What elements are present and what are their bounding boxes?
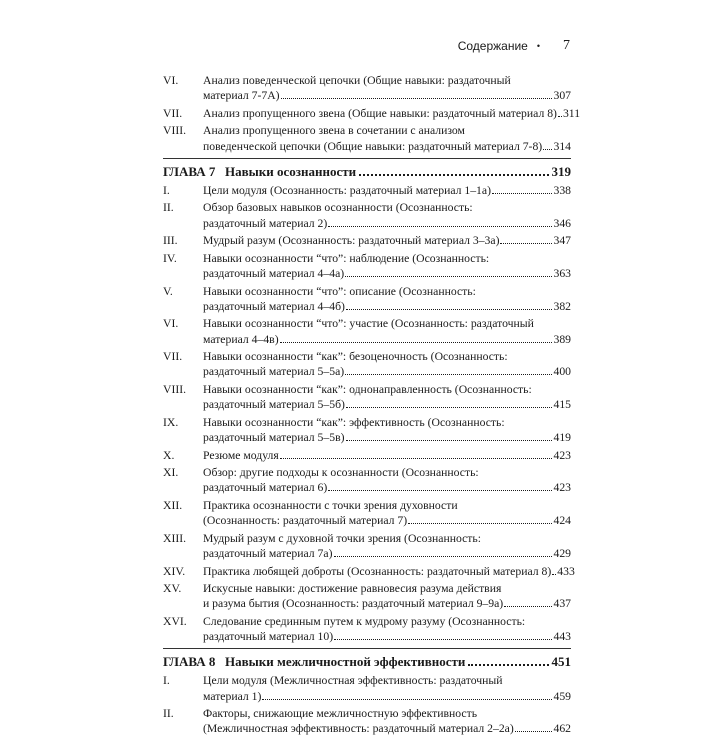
entry-number: VIII. bbox=[163, 124, 187, 138]
chapter-page: 451 bbox=[551, 654, 571, 670]
entry-number: IV. bbox=[163, 251, 177, 265]
entry-title-line: Практика любящей доброты (Осознанность: раздаточный материал 8) bbox=[203, 564, 552, 578]
entry-last-line bbox=[203, 139, 571, 154]
entry-page: 307 bbox=[553, 89, 571, 103]
dot-leader bbox=[345, 276, 552, 277]
entry-body bbox=[203, 183, 571, 198]
chapter-label: ГЛАВА 7 bbox=[163, 163, 216, 179]
toc-entry bbox=[163, 349, 571, 379]
running-head-title: Содержание bbox=[457, 39, 528, 53]
entry-page: 429 bbox=[553, 546, 571, 560]
toc-entry bbox=[163, 123, 571, 153]
entry-number: I. bbox=[163, 183, 170, 197]
entry-body bbox=[203, 448, 571, 463]
entry-title-line: раздаточный материал 5–5б) bbox=[203, 398, 345, 412]
entry-last-line bbox=[203, 233, 571, 248]
entry-last-line bbox=[203, 397, 571, 412]
entry-title-line: Мудрый разум (Осознанность: раздаточный материал 3–3а) bbox=[203, 234, 500, 248]
toc-entry bbox=[163, 673, 571, 703]
entry-body bbox=[203, 673, 571, 703]
entry-title-line: Цели модуля (Осознанность: раздаточный материал 1–1а) bbox=[203, 183, 491, 197]
dot-leader bbox=[346, 407, 553, 408]
dot-leader bbox=[500, 243, 552, 244]
entry-last-line bbox=[203, 721, 571, 736]
entry-body bbox=[203, 465, 571, 495]
entry-number: XIII. bbox=[163, 531, 187, 545]
dot-leader bbox=[334, 639, 552, 640]
entry-title-line: Цели модуля (Межличностная эффективность: раздаточный bbox=[203, 674, 503, 688]
entry-title-line: раздаточный материал 5–5а) bbox=[203, 365, 345, 379]
entry-last-line bbox=[203, 216, 571, 231]
chapter-heading bbox=[163, 648, 571, 670]
entry-last-line bbox=[203, 332, 571, 347]
entry-page: 347 bbox=[553, 234, 571, 248]
entry-title-line: и разума бытия (Осознанность: раздаточный материал 9–9а) bbox=[203, 597, 504, 611]
entry-title-line: материал 1) bbox=[203, 689, 262, 703]
dot-leader bbox=[558, 116, 562, 117]
toc-entry bbox=[163, 448, 571, 463]
entry-body bbox=[203, 123, 571, 153]
entry-last-line bbox=[203, 629, 571, 644]
toc-entry bbox=[163, 316, 571, 346]
entry-page: 382 bbox=[553, 299, 571, 313]
entry-page: 433 bbox=[557, 564, 575, 578]
entry-page: 314 bbox=[553, 139, 571, 153]
entry-body bbox=[203, 316, 571, 346]
entry-body bbox=[203, 251, 571, 281]
table-of-contents bbox=[163, 73, 581, 739]
entry-title-line: Анализ пропущенного звена (Общие навыки: раздаточный материал 8) bbox=[203, 106, 557, 120]
toc-entry bbox=[163, 284, 571, 314]
entry-title-line: раздаточный материал 4–4а) bbox=[203, 266, 345, 280]
entry-page: 311 bbox=[562, 106, 581, 120]
entry-title-line: материал 4–4в) bbox=[203, 332, 279, 346]
entry-number: XV. bbox=[163, 582, 182, 596]
entry-last-line bbox=[203, 564, 575, 579]
entry-page: 415 bbox=[553, 398, 571, 412]
toc-entry bbox=[163, 183, 571, 198]
entry-title-line: Навыки осознанности “что”: описание (Осознанность: bbox=[203, 284, 476, 298]
entry-title-line: Обзор: другие подходы к осознанности (Осознанность: bbox=[203, 466, 479, 480]
entry-body bbox=[203, 531, 571, 561]
chapter-title: Навыки осознанности bbox=[225, 163, 357, 179]
dot-leader bbox=[328, 490, 552, 491]
entry-body bbox=[203, 106, 580, 121]
dot-leader bbox=[281, 98, 553, 99]
entry-number: IX. bbox=[163, 415, 179, 429]
entry-body bbox=[203, 564, 575, 579]
dot-leader bbox=[552, 574, 556, 575]
entry-page: 338 bbox=[553, 183, 571, 197]
dot-leader bbox=[280, 342, 553, 343]
page-number: 7 bbox=[563, 38, 570, 53]
chapter-title: Навыки межличностной эффективности bbox=[225, 654, 466, 670]
entry-title-line: Анализ пропущенного звена в сочетании с анализом bbox=[203, 124, 465, 138]
entry-last-line bbox=[203, 596, 571, 611]
toc-entry bbox=[163, 73, 571, 103]
dot-leader bbox=[359, 174, 548, 176]
entry-number: II. bbox=[163, 201, 174, 215]
entry-number: V. bbox=[163, 284, 173, 298]
entry-body bbox=[203, 706, 571, 736]
entry-page: 423 bbox=[553, 481, 571, 495]
entry-last-line bbox=[203, 448, 571, 463]
entry-body bbox=[203, 415, 571, 445]
dot-leader bbox=[543, 149, 552, 150]
dot-leader bbox=[346, 440, 553, 441]
dot-leader bbox=[328, 226, 552, 227]
entry-body bbox=[203, 614, 571, 644]
entry-body bbox=[203, 581, 571, 611]
entry-number: XII. bbox=[163, 498, 183, 512]
entry-last-line bbox=[203, 364, 571, 379]
entry-title-line: Навыки осознанности “как”: однонаправленность (Осознанность: bbox=[203, 382, 532, 396]
toc-entry bbox=[163, 614, 571, 644]
entry-title-line: Практика осознанности с точки зрения духовности bbox=[203, 498, 458, 512]
entry-title-line: Навыки осознанности “как”: эффективность (Осознанность: bbox=[203, 415, 505, 429]
entry-title-line: раздаточный материал 2) bbox=[203, 216, 328, 230]
entry-title-line: раздаточный материал 5–5в) bbox=[203, 430, 345, 444]
entry-title-line: (Межличностная эффективность: раздаточный материал 2–2а) bbox=[203, 722, 514, 736]
entry-page: 400 bbox=[553, 365, 571, 379]
entry-title-line: Анализ поведенческой цепочки (Общие навыки: раздаточный bbox=[203, 74, 511, 87]
toc-entry bbox=[163, 706, 571, 736]
dot-leader bbox=[408, 523, 552, 524]
running-head-bullet: • bbox=[536, 41, 540, 51]
entry-last-line bbox=[203, 299, 571, 314]
entry-body bbox=[203, 349, 571, 379]
chapter-heading bbox=[163, 158, 571, 180]
entry-number: VII. bbox=[163, 106, 183, 120]
entry-last-line bbox=[203, 689, 571, 704]
toc-entry bbox=[163, 415, 571, 445]
entry-title-line: Резюме модуля bbox=[203, 448, 279, 462]
entry-title-line: раздаточный материал 6) bbox=[203, 481, 328, 495]
entry-page: 459 bbox=[553, 689, 571, 703]
entry-title-line: Факторы, снижающие межличностную эффективность bbox=[203, 707, 478, 721]
running-head bbox=[458, 38, 570, 54]
toc-entry bbox=[163, 465, 571, 495]
chapter-label: ГЛАВА 8 bbox=[163, 654, 216, 670]
entry-title-line: раздаточный материал 4–4б) bbox=[203, 299, 345, 313]
dot-leader bbox=[346, 309, 553, 310]
entry-title-line: Обзор базовых навыков осознанности (Осознанность: bbox=[203, 201, 473, 215]
chapter-page: 319 bbox=[551, 163, 571, 179]
entry-last-line bbox=[203, 480, 571, 495]
entry-page: 419 bbox=[553, 430, 571, 444]
toc-entry bbox=[163, 382, 571, 412]
entry-number: X. bbox=[163, 448, 175, 462]
entry-number: III. bbox=[163, 234, 178, 248]
entry-body bbox=[203, 382, 571, 412]
entry-last-line bbox=[203, 513, 571, 528]
entry-page: 423 bbox=[553, 448, 571, 462]
entry-title-line: (Осознанность: раздаточный материал 7) bbox=[203, 514, 408, 528]
entry-last-line bbox=[203, 430, 571, 445]
entry-title-line: Навыки осознанности “как”: безоценочность (Осознанность: bbox=[203, 350, 508, 364]
entry-number: II. bbox=[163, 707, 174, 721]
entry-body bbox=[203, 73, 571, 103]
toc-entry bbox=[163, 233, 571, 248]
entry-number: VIII. bbox=[163, 382, 187, 396]
entry-number: VI. bbox=[163, 317, 179, 331]
entry-title-line: поведенческой цепочки (Общие навыки: раздаточный материал 7-8) bbox=[203, 139, 543, 153]
entry-title-line: раздаточный материал 10) bbox=[203, 630, 334, 644]
entry-body bbox=[203, 233, 571, 248]
entry-page: 389 bbox=[553, 332, 571, 346]
dot-leader bbox=[504, 606, 552, 607]
toc-entry bbox=[163, 106, 581, 121]
entry-body bbox=[203, 284, 571, 314]
entry-page: 437 bbox=[553, 597, 571, 611]
toc-entry bbox=[163, 251, 571, 281]
entry-body bbox=[203, 498, 571, 528]
entry-page: 443 bbox=[553, 630, 571, 644]
entry-page: 346 bbox=[553, 216, 571, 230]
entry-number: VI. bbox=[163, 74, 179, 87]
entry-last-line bbox=[203, 106, 580, 121]
dot-leader bbox=[515, 731, 553, 732]
entry-title-line: Следование срединным путем к мудрому разуму (Осознанность: bbox=[203, 614, 526, 628]
entry-page: 424 bbox=[553, 514, 571, 528]
dot-leader bbox=[280, 458, 553, 459]
entry-page: 462 bbox=[553, 722, 571, 736]
toc-entry bbox=[163, 498, 571, 528]
toc-entry bbox=[163, 531, 571, 561]
entry-title-line: Навыки осознанности “что”: наблюдение (Осознанность: bbox=[203, 251, 490, 265]
toc-entry bbox=[163, 581, 571, 611]
entry-title-line: Мудрый разум с духовной точки зрения (Осознанность: bbox=[203, 531, 481, 545]
dot-leader bbox=[468, 664, 548, 666]
entry-number: XIV. bbox=[163, 564, 186, 578]
dot-leader bbox=[492, 193, 552, 194]
entry-last-line bbox=[203, 546, 571, 561]
entry-number: XI. bbox=[163, 466, 179, 480]
entry-title-line: материал 7-7А) bbox=[203, 89, 280, 103]
dot-leader bbox=[334, 556, 553, 557]
dot-leader bbox=[262, 699, 552, 700]
entry-last-line bbox=[203, 183, 571, 198]
toc-entry bbox=[163, 200, 571, 230]
entry-body bbox=[203, 200, 571, 230]
entry-last-line bbox=[203, 88, 571, 103]
entry-number: I. bbox=[163, 674, 170, 688]
entry-title-line: Навыки осознанности “что”: участие (Осознанность: раздаточный bbox=[203, 317, 534, 331]
toc-entry bbox=[163, 564, 575, 579]
entry-page: 363 bbox=[553, 266, 571, 280]
dot-leader bbox=[345, 374, 552, 375]
entry-title-line: раздаточный материал 7а) bbox=[203, 546, 333, 560]
entry-number: VII. bbox=[163, 350, 183, 364]
entry-last-line bbox=[203, 266, 571, 281]
entry-title-line: Искусные навыки: достижение равновесия разума действия bbox=[203, 582, 502, 596]
entry-number: XVI. bbox=[163, 614, 187, 628]
